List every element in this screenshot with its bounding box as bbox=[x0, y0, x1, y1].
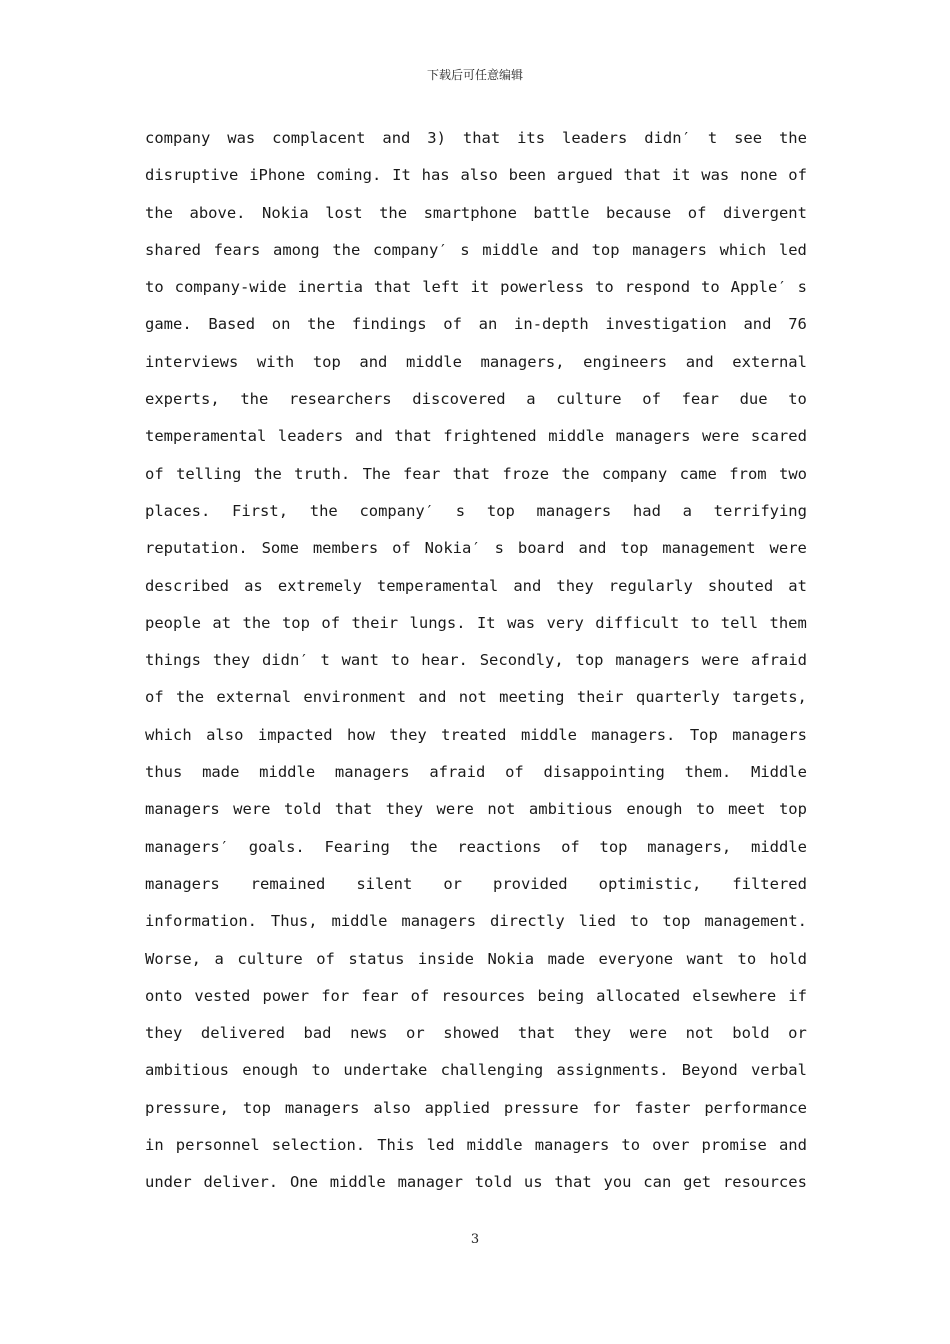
text-line: ambitious enough to undertake challenging assignments. Beyond verbal bbox=[145, 1061, 807, 1080]
text-line: places. First, the company′ s top managers had a terrifying bbox=[145, 501, 807, 520]
text-line: temperamental leaders and that frightened middle managers were scared bbox=[145, 427, 807, 446]
text-line: pressure, top managers also applied pressure for faster performance bbox=[145, 1098, 807, 1117]
text-line: interviews with top and middle managers, engineers and external bbox=[145, 352, 807, 371]
text-line: game. Based on the findings of an in-depth investigation and 76 bbox=[145, 315, 807, 334]
text-line: disruptive iPhone coming. It has also been argued that it was none of bbox=[145, 166, 807, 185]
body-paragraph bbox=[145, 120, 807, 1202]
text-line: company was complacent and 3) that its leaders didn′ t see the bbox=[145, 129, 807, 147]
page-number: 3 bbox=[470, 1232, 480, 1247]
page-header-note: 下载后可任意编辑 bbox=[426, 68, 523, 82]
text-line: managers′ goals. Fearing the reactions of top managers, middle bbox=[145, 837, 807, 856]
text-line: information. Thus, middle managers directly lied to top management. bbox=[145, 912, 807, 931]
text-line: of the external environment and not meeting their quarterly targets, bbox=[145, 688, 807, 707]
text-line: people at the top of their lungs. It was very difficult to tell them bbox=[145, 613, 807, 632]
text-line: in personnel selection. This led middle managers to over promise and bbox=[145, 1136, 807, 1155]
text-line: the above. Nokia lost the smartphone battle because of divergent bbox=[145, 203, 807, 222]
text-line: under deliver. One middle manager told us that you can get resources bbox=[145, 1173, 807, 1192]
text-line: to company-wide inertia that left it powerless to respond to Apple′ s bbox=[145, 278, 807, 297]
text-line: which also impacted how they treated middle managers. Top managers bbox=[145, 725, 807, 744]
text-line: experts, the researchers discovered a culture of fear due to bbox=[145, 390, 807, 409]
text-line: shared fears among the company′ s middle and top managers which led bbox=[145, 240, 807, 259]
text-line: managers remained silent or provided optimistic, filtered bbox=[145, 874, 807, 893]
text-line: things they didn′ t want to hear. Secondly, top managers were afraid bbox=[145, 651, 807, 670]
text-line: reputation. Some members of Nokia′ s board and top management were bbox=[145, 539, 807, 558]
text-line: of telling the truth. The fear that froze the company came from two bbox=[145, 464, 807, 483]
text-line: they delivered bad news or showed that they were not bold or bbox=[145, 1024, 807, 1043]
text-line: described as extremely temperamental and they regularly shouted at bbox=[145, 576, 807, 595]
text-line: managers were told that they were not ambitious enough to meet top bbox=[145, 800, 807, 819]
text-line: Worse, a culture of status inside Nokia made everyone want to hold bbox=[145, 949, 807, 968]
text-line: onto vested power for fear of resources being allocated elsewhere if bbox=[145, 986, 807, 1005]
text-line: thus made middle managers afraid of disappointing them. Middle bbox=[145, 763, 807, 782]
